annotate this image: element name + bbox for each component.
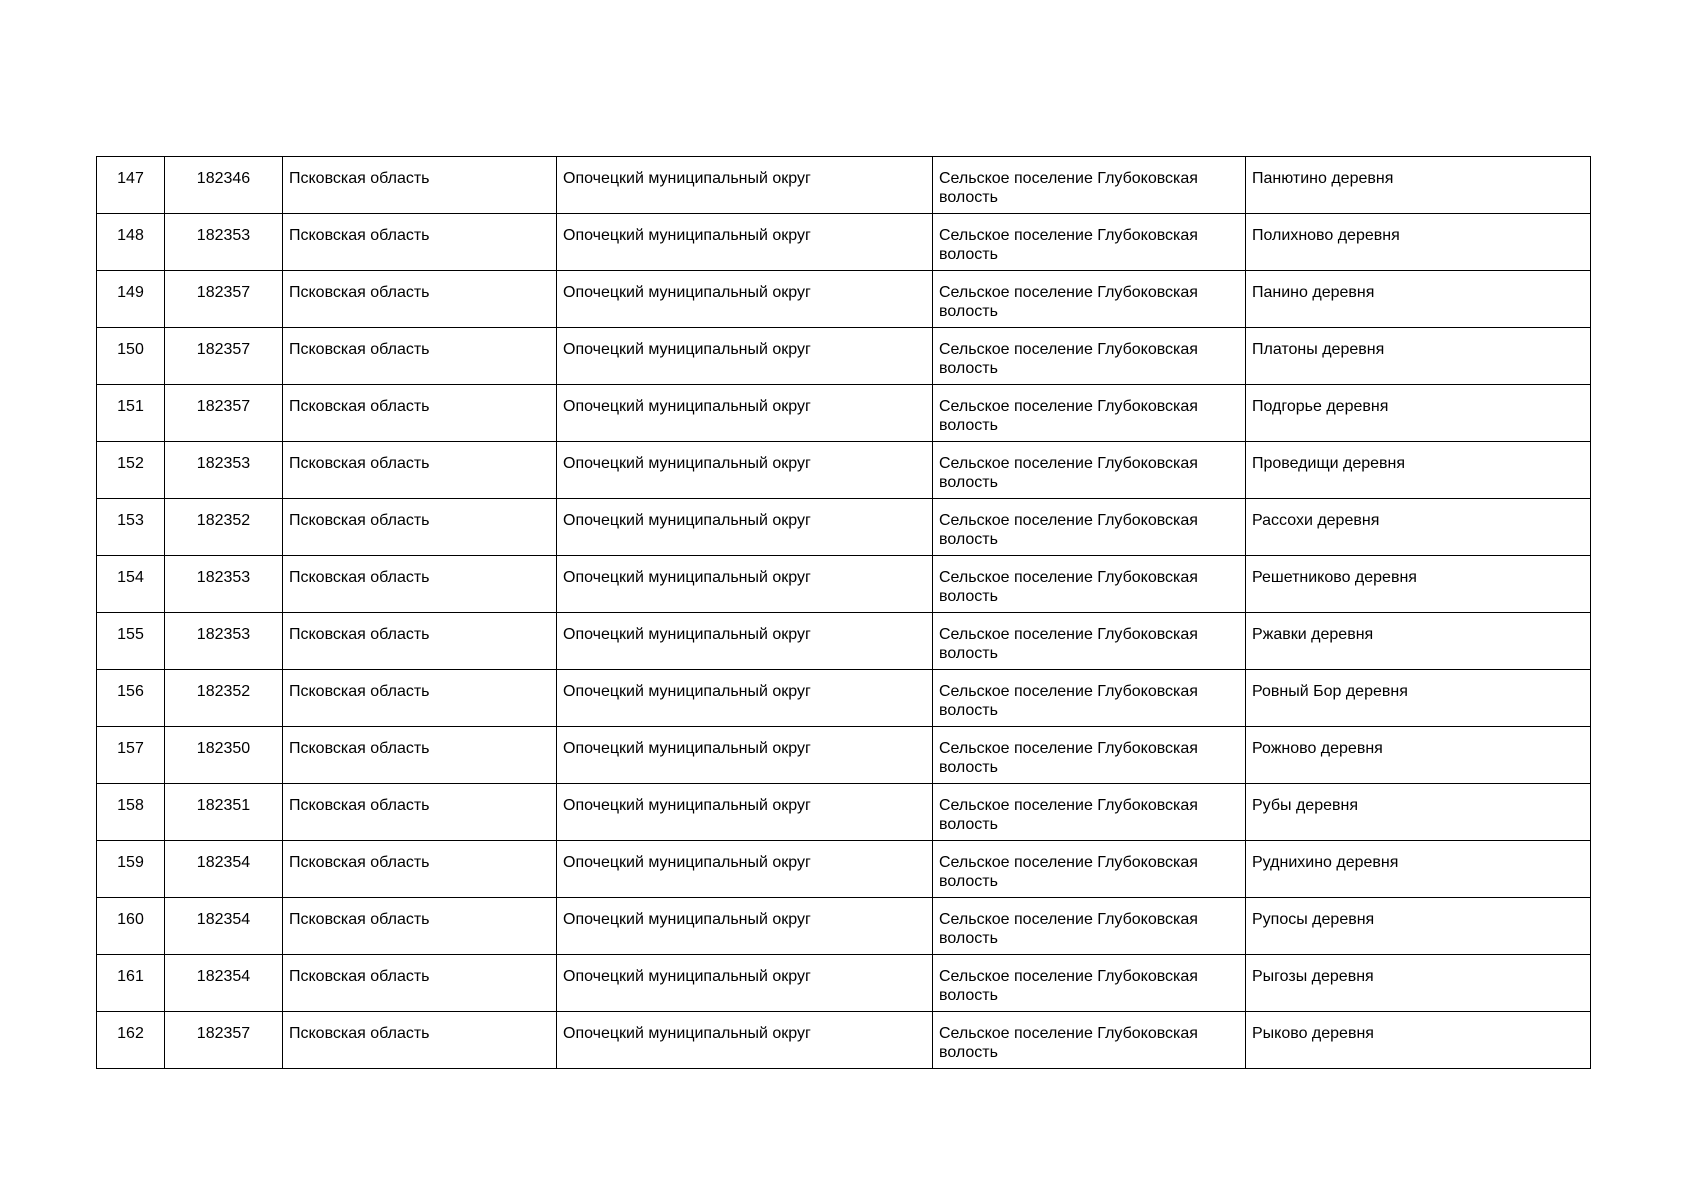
- settlement-cell: Сельское поселение Глубоковская волость: [933, 898, 1246, 955]
- district-cell: Опочецкий муниципальный округ: [557, 556, 933, 613]
- locality-cell: Проведищи деревня: [1246, 442, 1591, 499]
- table-row: [97, 214, 1591, 271]
- postal-code-cell: 182354: [165, 955, 283, 1012]
- settlement-cell: Сельское поселение Глубоковская волость: [933, 442, 1246, 499]
- postal-code-cell: 182353: [165, 214, 283, 271]
- district-cell: Опочецкий муниципальный округ: [557, 727, 933, 784]
- district-cell: Опочецкий муниципальный округ: [557, 214, 933, 271]
- settlement-cell: Сельское поселение Глубоковская волость: [933, 271, 1246, 328]
- district-cell: Опочецкий муниципальный округ: [557, 328, 933, 385]
- district-cell: Опочецкий муниципальный округ: [557, 841, 933, 898]
- postal-code-cell: 182357: [165, 271, 283, 328]
- region-cell: Псковская область: [283, 556, 557, 613]
- settlement-cell: Сельское поселение Глубоковская волость: [933, 214, 1246, 271]
- row-number-cell: 161: [97, 955, 165, 1012]
- district-cell: Опочецкий муниципальный округ: [557, 385, 933, 442]
- settlement-cell: Сельское поселение Глубоковская волость: [933, 670, 1246, 727]
- region-cell: Псковская область: [283, 613, 557, 670]
- locality-cell: Рупосы деревня: [1246, 898, 1591, 955]
- settlement-cell: Сельское поселение Глубоковская волость: [933, 841, 1246, 898]
- locality-cell: Панино деревня: [1246, 271, 1591, 328]
- district-cell: Опочецкий муниципальный округ: [557, 898, 933, 955]
- district-cell: Опочецкий муниципальный округ: [557, 670, 933, 727]
- district-cell: Опочецкий муниципальный округ: [557, 499, 933, 556]
- table-row: [97, 442, 1591, 499]
- locality-cell: Рыково деревня: [1246, 1012, 1591, 1069]
- settlement-cell: Сельское поселение Глубоковская волость: [933, 499, 1246, 556]
- region-cell: Псковская область: [283, 841, 557, 898]
- table-row: [97, 955, 1591, 1012]
- district-cell: Опочецкий муниципальный округ: [557, 442, 933, 499]
- table-row: [97, 499, 1591, 556]
- row-number-cell: 155: [97, 613, 165, 670]
- district-cell: Опочецкий муниципальный округ: [557, 613, 933, 670]
- region-cell: Псковская область: [283, 214, 557, 271]
- locality-cell: Руднихино деревня: [1246, 841, 1591, 898]
- table-row: [97, 727, 1591, 784]
- table-body: [97, 157, 1591, 1069]
- row-number-cell: 151: [97, 385, 165, 442]
- settlement-cell: Сельское поселение Глубоковская волость: [933, 157, 1246, 214]
- postal-code-cell: 182354: [165, 898, 283, 955]
- row-number-cell: 157: [97, 727, 165, 784]
- row-number-cell: 158: [97, 784, 165, 841]
- locality-cell: Полихново деревня: [1246, 214, 1591, 271]
- region-cell: Псковская область: [283, 898, 557, 955]
- region-cell: Псковская область: [283, 727, 557, 784]
- row-number-cell: 162: [97, 1012, 165, 1069]
- postal-code-cell: 182352: [165, 670, 283, 727]
- region-cell: Псковская область: [283, 385, 557, 442]
- region-cell: Псковская область: [283, 499, 557, 556]
- district-cell: Опочецкий муниципальный округ: [557, 784, 933, 841]
- table-row: [97, 784, 1591, 841]
- postal-code-cell: 182350: [165, 727, 283, 784]
- locality-cell: Платоны деревня: [1246, 328, 1591, 385]
- postal-code-cell: 182353: [165, 442, 283, 499]
- locality-cell: Подгорье деревня: [1246, 385, 1591, 442]
- row-number-cell: 159: [97, 841, 165, 898]
- region-cell: Псковская область: [283, 670, 557, 727]
- table-row: [97, 385, 1591, 442]
- locality-cell: Ржавки деревня: [1246, 613, 1591, 670]
- settlement-cell: Сельское поселение Глубоковская волость: [933, 328, 1246, 385]
- region-cell: Псковская область: [283, 955, 557, 1012]
- region-cell: Псковская область: [283, 271, 557, 328]
- row-number-cell: 152: [97, 442, 165, 499]
- row-number-cell: 154: [97, 556, 165, 613]
- locality-cell: Ровный Бор деревня: [1246, 670, 1591, 727]
- postal-code-cell: 182352: [165, 499, 283, 556]
- district-cell: Опочецкий муниципальный округ: [557, 271, 933, 328]
- region-cell: Псковская область: [283, 784, 557, 841]
- settlement-cell: Сельское поселение Глубоковская волость: [933, 1012, 1246, 1069]
- region-cell: Псковская область: [283, 157, 557, 214]
- postal-code-cell: 182357: [165, 328, 283, 385]
- settlement-cell: Сельское поселение Глубоковская волость: [933, 727, 1246, 784]
- settlement-cell: Сельское поселение Глубоковская волость: [933, 955, 1246, 1012]
- district-cell: Опочецкий муниципальный округ: [557, 1012, 933, 1069]
- settlement-cell: Сельское поселение Глубоковская волость: [933, 613, 1246, 670]
- district-cell: Опочецкий муниципальный округ: [557, 955, 933, 1012]
- table-row: [97, 271, 1591, 328]
- postal-code-cell: 182357: [165, 1012, 283, 1069]
- table-row: [97, 157, 1591, 214]
- row-number-cell: 149: [97, 271, 165, 328]
- settlement-cell: Сельское поселение Глубоковская волость: [933, 556, 1246, 613]
- row-number-cell: 150: [97, 328, 165, 385]
- postal-code-cell: 182354: [165, 841, 283, 898]
- row-number-cell: 147: [97, 157, 165, 214]
- locality-cell: Рыгозы деревня: [1246, 955, 1591, 1012]
- district-cell: Опочецкий муниципальный округ: [557, 157, 933, 214]
- postal-code-cell: 182346: [165, 157, 283, 214]
- locality-cell: Решетниково деревня: [1246, 556, 1591, 613]
- row-number-cell: 160: [97, 898, 165, 955]
- localities-table: [96, 156, 1591, 1069]
- locality-cell: Рубы деревня: [1246, 784, 1591, 841]
- postal-code-cell: 182357: [165, 385, 283, 442]
- table-row: [97, 898, 1591, 955]
- postal-code-cell: 182353: [165, 556, 283, 613]
- table-row: [97, 1012, 1591, 1069]
- table-row: [97, 670, 1591, 727]
- table-row: [97, 613, 1591, 670]
- row-number-cell: 156: [97, 670, 165, 727]
- postal-code-cell: 182351: [165, 784, 283, 841]
- locality-cell: Рожново деревня: [1246, 727, 1591, 784]
- row-number-cell: 148: [97, 214, 165, 271]
- table-row: [97, 328, 1591, 385]
- region-cell: Псковская область: [283, 1012, 557, 1069]
- row-number-cell: 153: [97, 499, 165, 556]
- settlement-cell: Сельское поселение Глубоковская волость: [933, 784, 1246, 841]
- settlement-cell: Сельское поселение Глубоковская волость: [933, 385, 1246, 442]
- table-row: [97, 841, 1591, 898]
- locality-cell: Панютино деревня: [1246, 157, 1591, 214]
- postal-code-cell: 182353: [165, 613, 283, 670]
- region-cell: Псковская область: [283, 328, 557, 385]
- table-row: [97, 556, 1591, 613]
- locality-cell: Рассохи деревня: [1246, 499, 1591, 556]
- region-cell: Псковская область: [283, 442, 557, 499]
